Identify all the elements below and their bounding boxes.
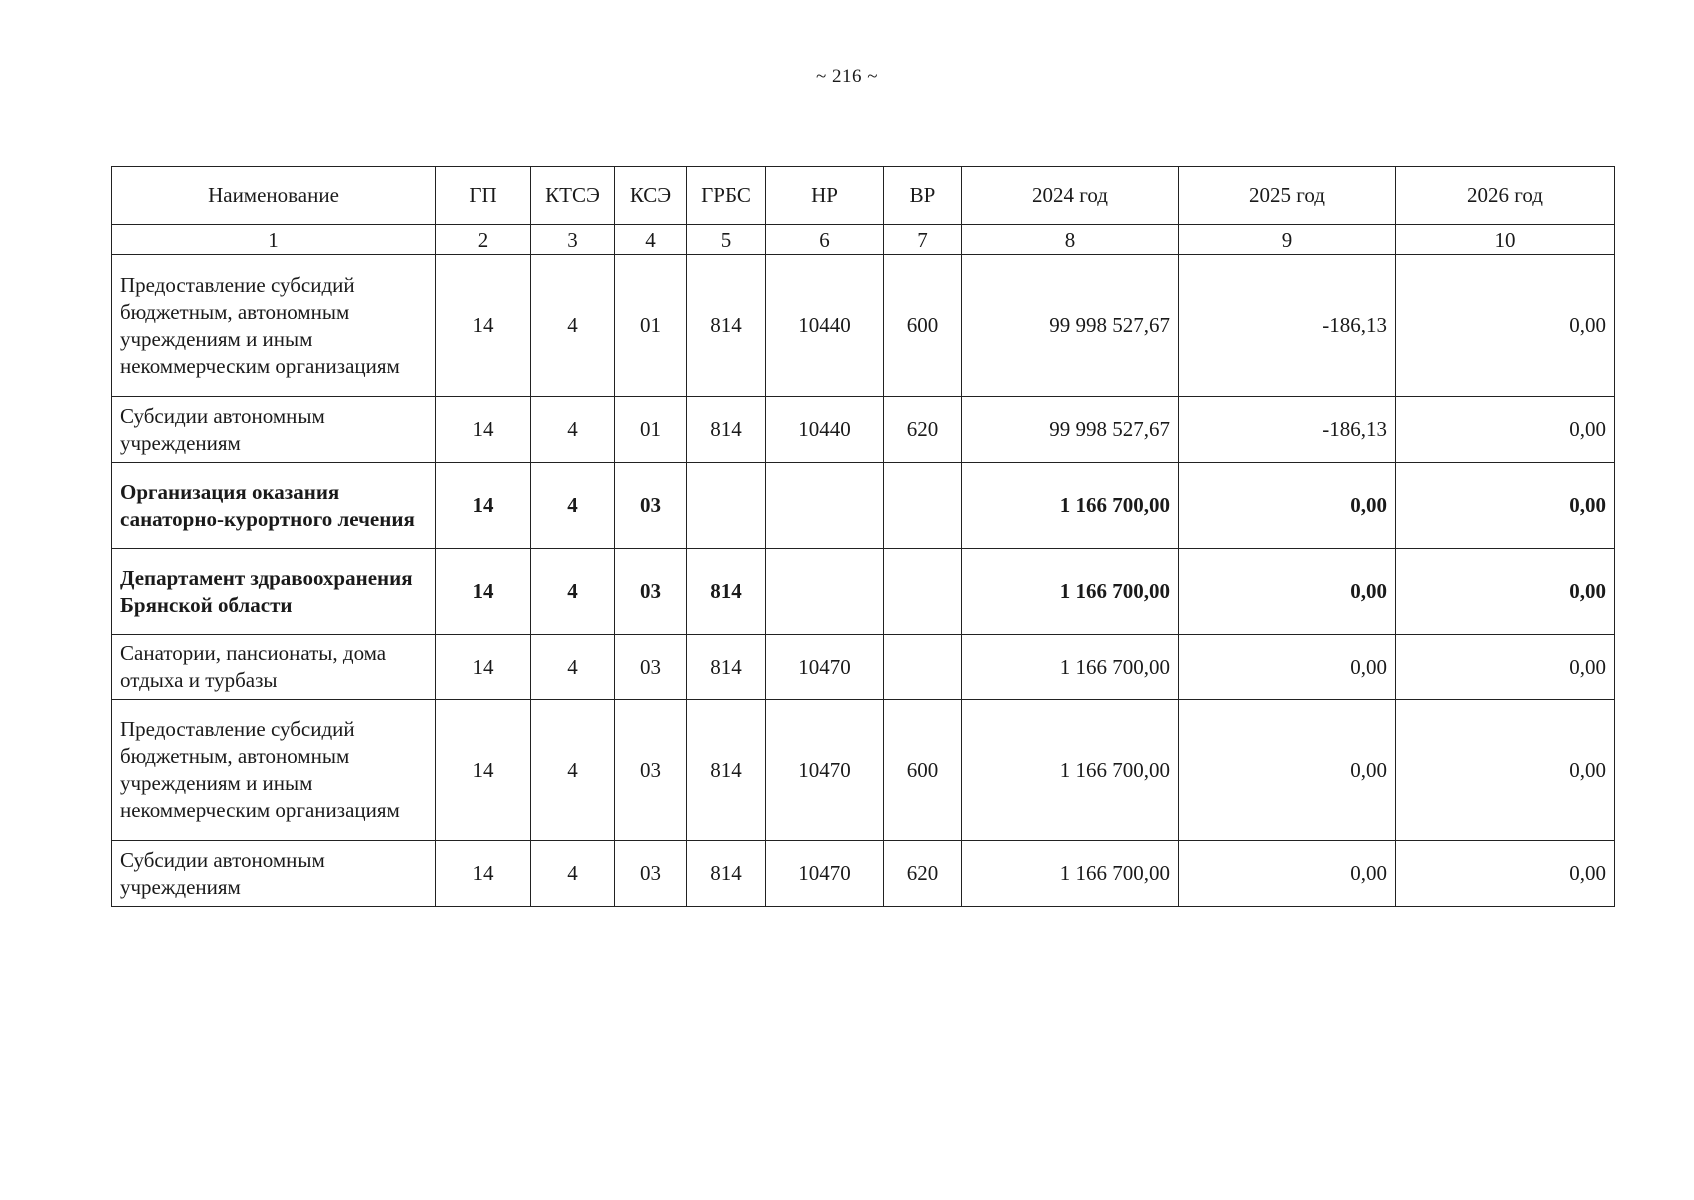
table-row [112,255,1615,397]
cell-vr: 600 [884,255,962,397]
cell-nr [766,549,884,635]
cell-name: Субсидии автономным учреждениям [112,397,436,463]
cell-gp: 14 [436,463,531,549]
cell-ktse: 4 [531,397,615,463]
page-number: ~ 216 ~ [815,66,879,87]
cell-vr [884,635,962,700]
header-gp: ГП [436,167,531,225]
column-number: 10 [1396,225,1615,255]
header-2025: 2025 год [1179,167,1396,225]
header-name: Наименование [112,167,436,225]
cell-nr: 10470 [766,635,884,700]
cell-2024: 1 166 700,00 [962,635,1179,700]
cell-nr: 10470 [766,841,884,907]
cell-kse: 03 [615,463,687,549]
cell-vr [884,549,962,635]
cell-grbs: 814 [687,635,766,700]
table-row [112,549,1615,635]
cell-grbs: 814 [687,700,766,841]
column-number: 5 [687,225,766,255]
cell-2024: 1 166 700,00 [962,700,1179,841]
cell-gp: 14 [436,549,531,635]
column-number: 8 [962,225,1179,255]
cell-2025: 0,00 [1179,549,1396,635]
cell-2024: 1 166 700,00 [962,841,1179,907]
cell-vr: 620 [884,841,962,907]
column-number-row [112,225,1615,255]
cell-ktse: 4 [531,255,615,397]
cell-gp: 14 [436,841,531,907]
cell-name: Предоставление субсидий бюджетным, автономным учреждениям и иным некоммерческим организациям [112,700,436,841]
cell-kse: 03 [615,635,687,700]
cell-grbs: 814 [687,549,766,635]
cell-2025: 0,00 [1179,841,1396,907]
cell-2024: 1 166 700,00 [962,549,1179,635]
cell-ktse: 4 [531,635,615,700]
cell-vr: 600 [884,700,962,841]
header-ktse: КТСЭ [531,167,615,225]
cell-gp: 14 [436,255,531,397]
header-kse: КСЭ [615,167,687,225]
cell-ktse: 4 [531,463,615,549]
table-row [112,700,1615,841]
column-number: 2 [436,225,531,255]
cell-vr [884,463,962,549]
cell-nr: 10440 [766,397,884,463]
cell-name: Предоставление субсидий бюджетным, автономным учреждениям и иным некоммерческим организациям [112,255,436,397]
cell-gp: 14 [436,397,531,463]
header-vr: ВР [884,167,962,225]
cell-2026: 0,00 [1396,463,1615,549]
cell-ktse: 4 [531,549,615,635]
table-row [112,397,1615,463]
header-grbs: ГРБС [687,167,766,225]
cell-grbs [687,463,766,549]
column-number: 4 [615,225,687,255]
column-number: 6 [766,225,884,255]
cell-2026: 0,00 [1396,397,1615,463]
column-number: 9 [1179,225,1396,255]
cell-nr: 10470 [766,700,884,841]
cell-name: Организация оказания санаторно-курортного лечения [112,463,436,549]
cell-name: Департамент здравоохранения Брянской области [112,549,436,635]
cell-kse: 03 [615,700,687,841]
cell-name: Субсидии автономным учреждениям [112,841,436,907]
cell-kse: 01 [615,397,687,463]
table-row [112,463,1615,549]
column-number: 3 [531,225,615,255]
cell-kse: 03 [615,549,687,635]
cell-2026: 0,00 [1396,549,1615,635]
cell-gp: 14 [436,635,531,700]
cell-grbs: 814 [687,841,766,907]
cell-2024: 1 166 700,00 [962,463,1179,549]
cell-2026: 0,00 [1396,255,1615,397]
cell-2025: -186,13 [1179,255,1396,397]
column-number: 1 [112,225,436,255]
header-2024: 2024 год [962,167,1179,225]
cell-2024: 99 998 527,67 [962,255,1179,397]
cell-2025: 0,00 [1179,700,1396,841]
cell-kse: 01 [615,255,687,397]
cell-2024: 99 998 527,67 [962,397,1179,463]
header-2026: 2026 год [1396,167,1615,225]
cell-2025: 0,00 [1179,635,1396,700]
cell-2025: 0,00 [1179,463,1396,549]
cell-name: Санатории, пансионаты, дома отдыха и турбазы [112,635,436,700]
cell-nr [766,463,884,549]
header-row [112,167,1615,225]
table-row [112,635,1615,700]
cell-ktse: 4 [531,841,615,907]
cell-ktse: 4 [531,700,615,841]
cell-2026: 0,00 [1396,635,1615,700]
cell-2026: 0,00 [1396,841,1615,907]
cell-vr: 620 [884,397,962,463]
cell-2026: 0,00 [1396,700,1615,841]
column-number: 7 [884,225,962,255]
cell-grbs: 814 [687,397,766,463]
cell-nr: 10440 [766,255,884,397]
cell-gp: 14 [436,700,531,841]
cell-grbs: 814 [687,255,766,397]
budget-table [111,166,1615,907]
cell-2025: -186,13 [1179,397,1396,463]
cell-kse: 03 [615,841,687,907]
header-nr: НР [766,167,884,225]
table-row [112,841,1615,907]
